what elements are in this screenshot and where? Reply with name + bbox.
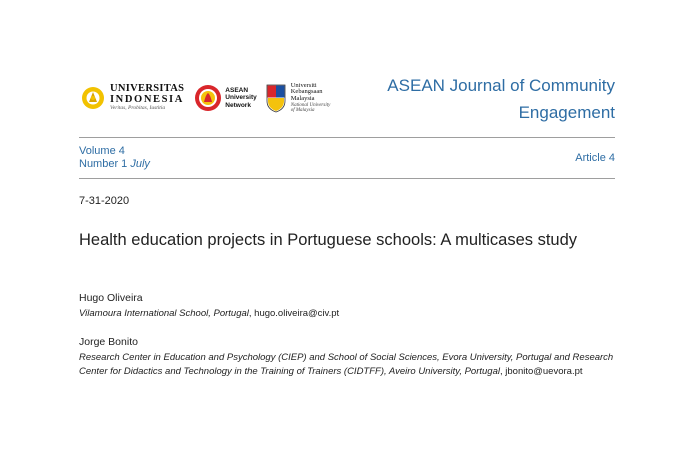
affiliation-text: Vilamoura International School, Portugal [79, 308, 249, 319]
ui-logo-line1: UNIVERSITAS [110, 83, 185, 95]
asean-logo-line2: University [225, 94, 257, 102]
asean-emblem-icon [194, 84, 222, 112]
ui-logo-motto: Veritas, Probitas, Iustitia [110, 105, 166, 112]
issue-divider [79, 178, 615, 179]
asean-university-network-logo [194, 84, 256, 112]
ui-logo-line2: INDONESIA [110, 93, 184, 105]
affiliation-text: Research Center in Education and Psychology (CIEP) and School of Social Sciences, Evora University, Portugal and Research Center for Didactics and Technology in the Training of Trainers (CIDTFF), Aveiro University, Portugal [79, 352, 614, 377]
number-label: Number 1 [79, 158, 128, 170]
month-label: July [130, 158, 150, 170]
ukm-shield-icon [265, 83, 287, 113]
author-email[interactable]: jbonito@uevora.pt [505, 366, 583, 377]
header-divider [79, 137, 615, 138]
author-affiliation: Research Center in Education and Psychology (CIEP) and School of Social Sciences, Evora University, Portugal and Research Center for Didactics and Technology in the Training of Trainers (CIDTFF), Aveiro University, Portugal, jbonito@uevora.pt [79, 352, 614, 377]
journal-title[interactable]: ASEAN Journal of Community Engagement [387, 76, 615, 122]
ukm-logo-line1: Universiti [290, 81, 317, 89]
logo-strip [80, 76, 330, 120]
ukm-logo [265, 83, 331, 114]
makara-emblem-icon [80, 83, 106, 113]
volume-link[interactable]: Volume 4 [79, 145, 125, 157]
author-email[interactable]: hugo.oliveira@civ.pt [254, 308, 340, 319]
issue-info [79, 145, 150, 171]
number-link[interactable] [79, 158, 150, 171]
ukm-logo-sub2: of Malaysia [290, 108, 315, 114]
asean-logo-line3: Network [225, 101, 251, 109]
ukm-logo-line3: Malaysia [290, 95, 315, 103]
asean-logo-line1: ASEAN [225, 87, 249, 95]
publication-date: 7-31-2020 [79, 195, 130, 207]
author-name: Hugo Oliveira [79, 292, 143, 304]
paper-title: Health education projects in Portuguese schools: A multicases study [79, 231, 578, 249]
universitas-indonesia-logo [80, 83, 184, 113]
author-affiliation: Vilamoura International School, Portugal, hugo.oliveira@civ.pt [79, 308, 340, 319]
ukm-logo-line2: Kebangsaan [290, 88, 323, 96]
author-name: Jorge Bonito [79, 336, 138, 348]
article-number-link[interactable]: Article 4 [575, 152, 615, 164]
ukm-logo-sub1: National University [290, 102, 331, 108]
